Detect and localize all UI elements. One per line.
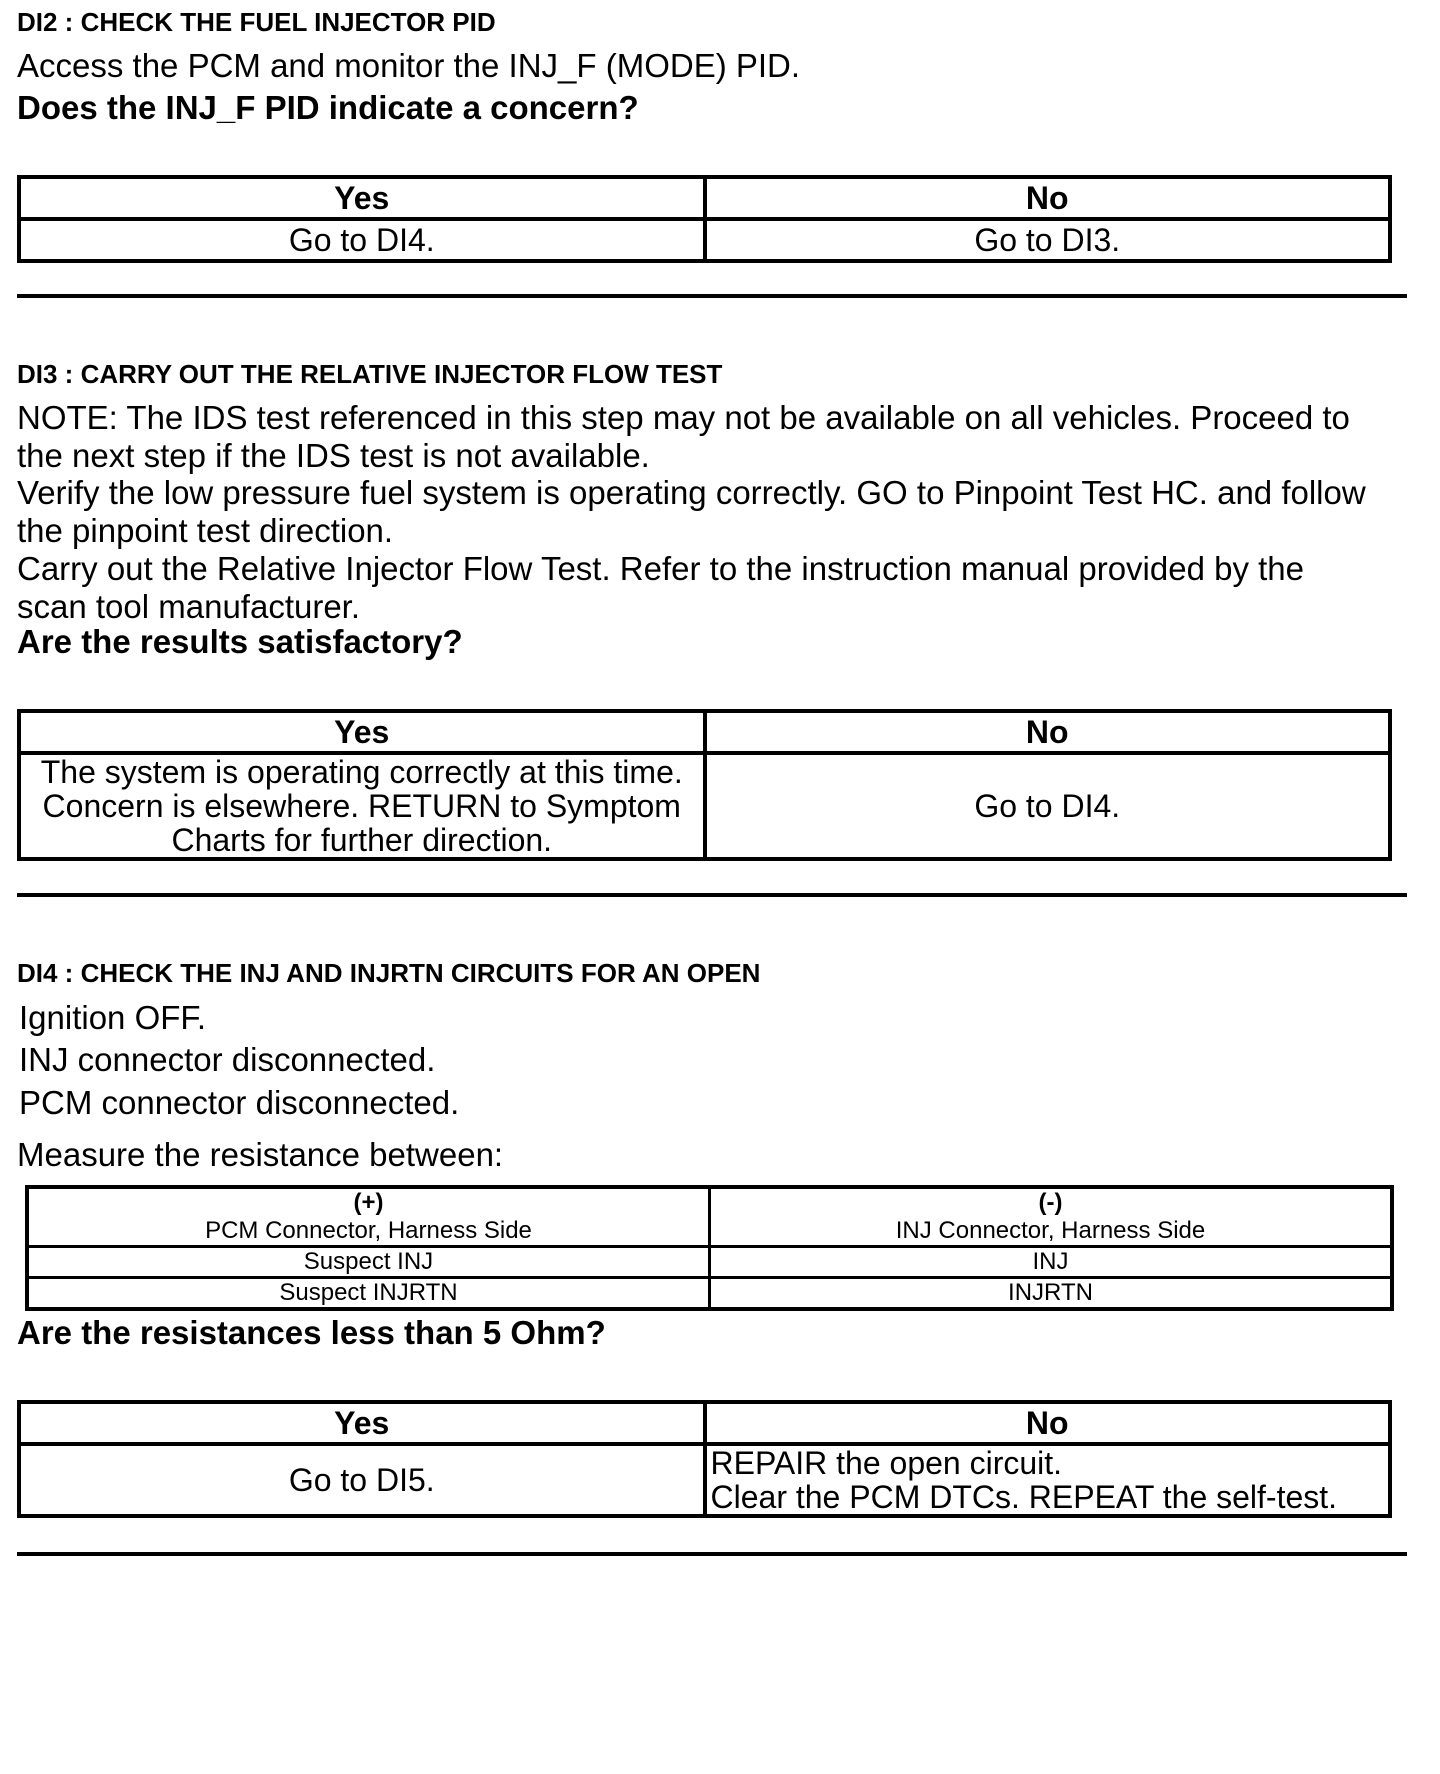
negative-lead-label: INJ Connector, Harness Side: [895, 1217, 1206, 1244]
table-row: [27, 1278, 1392, 1310]
table-cell: Suspect INJ: [27, 1247, 710, 1278]
no-header: No: [705, 1402, 1391, 1444]
yes-header: Yes: [19, 177, 705, 219]
paragraph-di4-measure: Measure the resistance between:: [17, 1136, 504, 1173]
paragraph-di4-inj-connector: INJ connector disconnected.: [19, 1041, 436, 1078]
decision-table-di3: [17, 709, 1392, 861]
no-header: No: [705, 177, 1391, 219]
yes-result-line: The system is operating correctly at this time.: [40, 754, 683, 790]
paragraph-di3-note: NOTE: The IDS test referenced in this step may not be available on all vehicles. Proceed to the next step if the IDS test is not available.: [17, 399, 1350, 474]
positive-lead-label: PCM Connector, Harness Side: [205, 1217, 532, 1244]
paragraph-di4-ignition: Ignition OFF.: [19, 999, 207, 1036]
no-result-line: Clear the PCM DTCs. REPEAT the self-test.: [710, 1479, 1338, 1515]
table-cell: INJRTN: [710, 1278, 1393, 1310]
no-result: Go to DI3.: [705, 219, 1391, 261]
table-row: [27, 1247, 1392, 1278]
positive-lead-header: [27, 1187, 710, 1247]
negative-lead-header: [710, 1187, 1393, 1247]
measurement-table: [25, 1185, 1394, 1311]
positive-symbol: (+): [353, 1189, 384, 1216]
no-result: Go to DI4.: [705, 753, 1391, 859]
yes-header: Yes: [19, 1402, 705, 1444]
section-divider: [17, 294, 1407, 298]
decision-table-di4: [17, 1400, 1392, 1518]
no-result: [705, 1444, 1391, 1516]
yes-header: Yes: [19, 711, 705, 753]
paragraph-di2-access: Access the PCM and monitor the INJ_F (MODE) PID.: [17, 47, 801, 84]
question-di4: Are the resistances less than 5 Ohm?: [17, 1314, 606, 1351]
section-heading-di4: DI4 : CHECK THE INJ AND INJRTN CIRCUITS FOR AN OPEN: [17, 958, 761, 988]
paragraph-di3-carry-out: Carry out the Relative Injector Flow Test. Refer to the instruction manual provided by the scan tool manufacturer.: [17, 550, 1305, 625]
no-header: No: [705, 711, 1391, 753]
section-heading-di3: DI3 : CARRY OUT THE RELATIVE INJECTOR FLOW TEST: [17, 359, 723, 389]
paragraph-di3-verify: Verify the low pressure fuel system is operating correctly. GO to Pinpoint Test HC. and follow the pinpoint test direction.: [17, 474, 1366, 549]
decision-table-di2: [17, 175, 1392, 263]
yes-result: Go to DI4.: [19, 219, 705, 261]
negative-symbol: (-): [1038, 1189, 1063, 1216]
question-di2: Does the INJ_F PID indicate a concern?: [17, 89, 639, 126]
paragraph-di4-pcm-connector: PCM connector disconnected.: [19, 1084, 460, 1121]
yes-result: [19, 753, 705, 859]
table-cell: INJ: [710, 1247, 1393, 1278]
yes-result-line: Charts for further direction.: [171, 822, 553, 858]
section-divider: [17, 893, 1407, 897]
no-result-line: REPAIR the open circuit.: [710, 1445, 1063, 1481]
table-cell: Suspect INJRTN: [27, 1278, 710, 1310]
section-heading-di2: DI2 : CHECK THE FUEL INJECTOR PID: [17, 7, 496, 37]
question-di3: Are the results satisfactory?: [17, 623, 463, 660]
section-divider: [17, 1552, 1407, 1556]
yes-result-line: Concern is elsewhere. RETURN to Symptom: [42, 788, 681, 824]
yes-result: Go to DI5.: [19, 1444, 705, 1516]
